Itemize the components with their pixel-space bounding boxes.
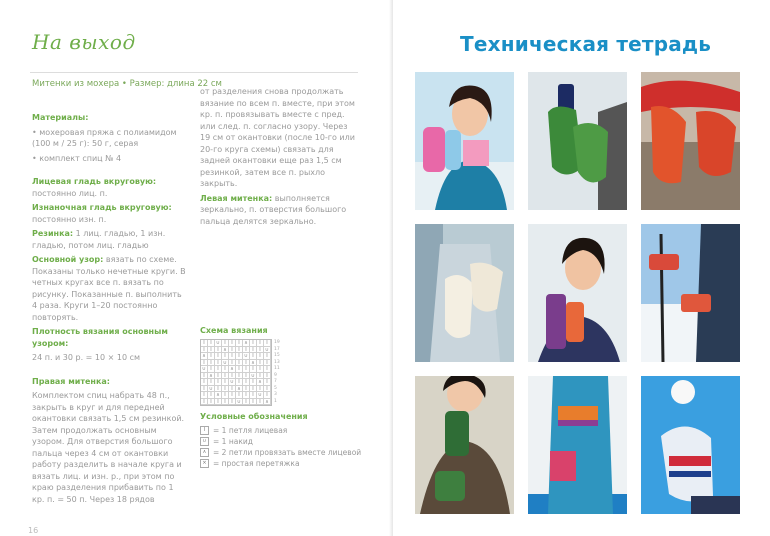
chart-row-number: 7: [274, 379, 277, 384]
chart-cell: ∪: [264, 347, 271, 354]
chart-cell: I: [201, 373, 208, 380]
body-text: Комплектом спиц набрать 48 п., закрыть в круг и для передней окантовки связать 1,5 см резинкой. Затем продолжать основным узором. Для отверстия большого пальца через 4 см от окантовки работу разделить в начале круга и вязать лиц. и изн. р., при этом по краю разделения прибавить по 1 кр. п. = 50 п. Через 18 рядов: [32, 391, 185, 504]
spacer: [32, 367, 186, 376]
page-title: На выход: [32, 30, 136, 54]
legend-text: = 2 петли провязать вместе лицевой: [213, 448, 362, 457]
chart-cell: I: [201, 347, 208, 354]
photo-red-mittens: [641, 72, 740, 210]
chart-cell: I: [201, 386, 208, 393]
chart-cell: I: [264, 379, 271, 386]
chart-cell: ∧: [208, 373, 215, 380]
section-heading: Изнаночная гладь вкруговую:: [32, 203, 172, 212]
body-text: выполняется зеркально, п. отверстия большого пальца делятся зеркально.: [200, 193, 347, 226]
chart-cell: I: [243, 392, 250, 399]
col2-paragraph: [200, 193, 358, 228]
chart-cell: I: [257, 340, 264, 347]
photo-cream-gloves: [415, 224, 514, 362]
chart-row-number: 11: [274, 366, 280, 371]
chart-cell: I: [250, 347, 257, 354]
chart-cell: I: [257, 399, 264, 406]
chart-cell: I: [236, 340, 243, 347]
body-text: 24 п. и 30 р. = 10 × 10 см: [32, 353, 141, 362]
chart-cell: I: [250, 353, 257, 360]
chart-cell: I: [215, 360, 222, 367]
chart-grid: [200, 339, 272, 406]
spacer: [32, 167, 186, 176]
chart-cell: I: [250, 366, 257, 373]
photo-red-wristwarmers-poles: [641, 224, 740, 362]
col1-paragraph: [32, 153, 186, 165]
chart-cell: I: [215, 379, 222, 386]
section-heading: Правая митенка:: [32, 376, 110, 386]
chart-cell: I: [222, 379, 229, 386]
col1-paragraph: [32, 390, 186, 505]
chart-cell: I: [201, 399, 208, 406]
page-number: 16: [28, 526, 39, 535]
chart-cell: I: [257, 386, 264, 393]
body-text: • комплект спиц № 4: [32, 153, 122, 163]
chart-cell: ∪: [222, 360, 229, 367]
chart-cell: I: [222, 366, 229, 373]
body-text: постоянно лиц. п.: [32, 188, 108, 198]
knitting-chart: [200, 326, 288, 406]
col1-paragraph: [32, 376, 186, 388]
chart-cell: ∧: [222, 347, 229, 354]
chart-cell: I: [229, 392, 236, 399]
chart-cell: I: [208, 353, 215, 360]
chart-cell: I: [264, 373, 271, 380]
legend-symbol: ∧: [200, 448, 209, 457]
chart-title: Схема вязания: [200, 326, 268, 335]
chart-cell: I: [229, 340, 236, 347]
col1-paragraph: [32, 326, 186, 349]
chart-cell: I: [208, 366, 215, 373]
chart-cell: I: [229, 386, 236, 393]
section-heading: Плотность вязания основным узором:: [32, 327, 168, 348]
legend-text: = простая перетяжка: [213, 459, 300, 468]
chart-cell: ∧: [264, 399, 271, 406]
legend-symbol: ×: [200, 459, 209, 468]
chart-cell: I: [243, 366, 250, 373]
chart-cell: I: [236, 366, 243, 373]
chart-cell: I: [222, 340, 229, 347]
chart-cell: I: [229, 360, 236, 367]
chart-cell: I: [257, 353, 264, 360]
chart-cell: ∪: [208, 386, 215, 393]
chart-cell: I: [250, 399, 257, 406]
chart-cell: ∧: [215, 392, 222, 399]
section-heading: Резинка:: [32, 229, 74, 238]
chart-cell: I: [229, 399, 236, 406]
chart-cell: ∧: [257, 379, 264, 386]
chart-cell: I: [229, 347, 236, 354]
chart-cell: I: [250, 386, 257, 393]
divider: [30, 72, 358, 73]
photo-woman-purple-scarf: [528, 224, 627, 362]
section-heading: Материалы:: [32, 113, 89, 122]
legend-title: Условные обозначения: [200, 412, 308, 421]
chart-cell: I: [250, 340, 257, 347]
chart-cell: I: [250, 379, 257, 386]
col1-paragraph: [32, 228, 186, 251]
chart-cell: I: [243, 360, 250, 367]
body-text: • мохеровая пряжа с полиамидом (100 м / 25 г): 50 г, серая: [32, 127, 177, 148]
body-text: вязать по схеме. Показаны только нечетные круги. В четных кругах все п. вязать по рисунку. Показанные п. выполнить 4 раза. Круги 1–20 постоянно повторять.: [32, 255, 186, 322]
legend-item: [200, 437, 370, 446]
chart-row-number: 9: [274, 372, 277, 378]
chart-cell: I: [257, 347, 264, 354]
chart-cell: I: [201, 340, 208, 347]
chart-row-number: 19: [274, 340, 280, 345]
body-text: от разделения снова продолжать вязание по всем п. вместе, при этом кр. п. провязывать вместе с пред. или след. п. согласно узору. Через 19 см от окантовки (после 10-го или 20-го круга схемы) связать для задней окантовки еще раз 1,5 см резинкой, затем все п. рыхло закрыть.: [200, 87, 355, 188]
chart-cell: ∧: [236, 386, 243, 393]
chart-cell: I: [208, 347, 215, 354]
chart-cell: I: [250, 392, 257, 399]
legend-text: = 1 накид: [213, 437, 253, 446]
col1-paragraph: [32, 202, 186, 225]
chart-cell: I: [243, 379, 250, 386]
chart-cell: I: [222, 353, 229, 360]
chart-cell: I: [222, 392, 229, 399]
legend-item: [200, 459, 370, 468]
chart-cell: I: [222, 399, 229, 406]
photo-striped-wristwarmers: [528, 376, 627, 514]
chart-cell: I: [208, 379, 215, 386]
chart-cell: I: [236, 379, 243, 386]
chart-cell: I: [243, 399, 250, 406]
chart-cell: I: [201, 360, 208, 367]
legend-symbol: ∪: [200, 437, 209, 446]
chart-cell: I: [236, 360, 243, 367]
col1-paragraph: [32, 127, 186, 150]
chart-cell: I: [222, 386, 229, 393]
col1-paragraph: [32, 352, 186, 364]
chart-row-number: 17: [274, 346, 280, 352]
col1-paragraph: [32, 176, 186, 199]
photo-woman-green-mitts: [415, 376, 514, 514]
col1-paragraph: [32, 112, 186, 124]
chart-cell: I: [215, 353, 222, 360]
chart-cell: ∪: [243, 353, 250, 360]
chart-cell: I: [236, 392, 243, 399]
chart-cell: I: [215, 399, 222, 406]
chart-cell: I: [264, 360, 271, 367]
section-heading: Основной узор:: [32, 255, 104, 264]
chart-cell: I: [236, 373, 243, 380]
chart-cell: I: [222, 373, 229, 380]
body-text: 1 лиц. гладью, 1 изн. гладью, потом лиц. гладью: [32, 229, 166, 250]
chart-cell: I: [215, 366, 222, 373]
chart-cell: I: [264, 392, 271, 399]
chart-cell: I: [215, 386, 222, 393]
chart-cell: I: [257, 366, 264, 373]
chart-cell: I: [257, 360, 264, 367]
chart-cell: I: [236, 347, 243, 354]
chart-cell: I: [208, 392, 215, 399]
chart-cell: I: [243, 373, 250, 380]
chart-cell: I: [208, 399, 215, 406]
pattern-subtitle: Митенки из мохера • Размер: длина 22 см: [32, 79, 222, 89]
chart-row-number: 13: [274, 359, 280, 365]
legend-item: [200, 426, 370, 435]
chart-cell: ∪: [236, 399, 243, 406]
chart-cell: I: [201, 392, 208, 399]
chart-cell: I: [264, 386, 271, 393]
chart-cell: ∧: [250, 360, 257, 367]
chart-cell: I: [201, 379, 208, 386]
body-text: постоянно изн. п.: [32, 214, 107, 224]
chart-row-number: 15: [274, 353, 280, 358]
chart-row-numbers: [274, 340, 280, 405]
chart-row-number: 1: [274, 398, 277, 404]
col1-paragraph: [32, 254, 186, 323]
chart-cell: I: [229, 353, 236, 360]
text-column-2: [200, 86, 358, 230]
chart-cell: I: [264, 366, 271, 373]
chart-row-number: 5: [274, 385, 277, 391]
legend-item: [200, 448, 370, 457]
section-heading: Лицевая гладь вкруговую:: [32, 177, 157, 186]
photo-woman-blue-scarf: [415, 72, 514, 210]
chart-cell: ∧: [243, 340, 250, 347]
chart-cell: ∪: [229, 379, 236, 386]
photo-green-mitts-phone: [528, 72, 627, 210]
section-heading: Левая митенка:: [200, 193, 273, 203]
text-column-1: [32, 112, 186, 508]
chart-cell: I: [236, 353, 243, 360]
chart-cell: I: [257, 373, 264, 380]
photo-nordic-gloves-snowball: [641, 376, 740, 514]
chart-cell: I: [215, 347, 222, 354]
legend-text: = 1 петля лицевая: [213, 426, 288, 435]
chart-cell: ∧: [201, 353, 208, 360]
chart-cell: I: [215, 373, 222, 380]
chart-cell: ∪: [250, 373, 257, 380]
chart-cell: ∧: [229, 366, 236, 373]
chart-cell: I: [243, 386, 250, 393]
chart-cell: I: [243, 347, 250, 354]
chart-row-number: 3: [274, 392, 277, 397]
legend: [200, 412, 370, 470]
chart-cell: I: [264, 340, 271, 347]
chart-cell: ∪: [201, 366, 208, 373]
chart-cell: I: [208, 360, 215, 367]
chart-cell: I: [264, 353, 271, 360]
chart-cell: I: [229, 373, 236, 380]
chart-cell: ∪: [257, 392, 264, 399]
chart-cell: ∪: [215, 340, 222, 347]
section-title: Техническая тетрадь: [460, 32, 712, 56]
col2-paragraph: [200, 86, 358, 190]
legend-symbol: I: [200, 426, 209, 435]
chart-cell: I: [208, 340, 215, 347]
